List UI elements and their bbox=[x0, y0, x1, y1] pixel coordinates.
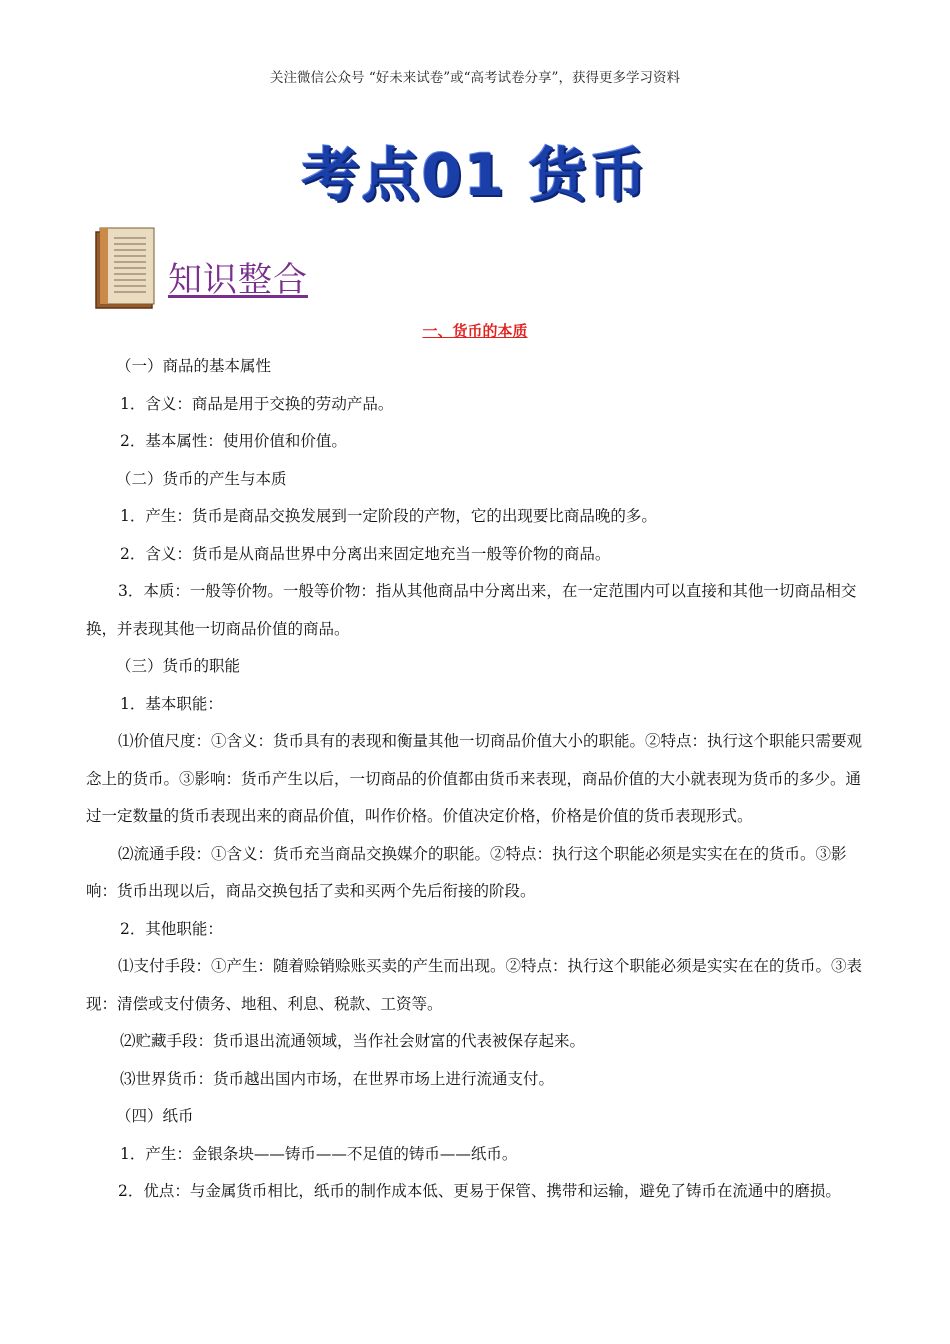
content-body bbox=[86, 348, 872, 1211]
paragraph: 2．优点：与金属货币相比，纸币的制作成本低、更易于保管、携带和运输，避免了铸币在流通中的磨损。 bbox=[118, 1182, 841, 1200]
book-icon bbox=[94, 226, 158, 310]
paragraph: 2．含义：货币是从商品世界中分离出来固定地充当一般等价物的商品。 bbox=[120, 544, 611, 563]
paragraph: 1．产生：货币是商品交换发展到一定阶段的产物，它的出现要比商品晚的多。 bbox=[120, 507, 657, 525]
paragraph: 2．其他职能： bbox=[120, 919, 223, 938]
header-note: 关注微信公众号 “好未来试卷”或“高考试卷分享”，获得更多学习资料 bbox=[270, 70, 680, 86]
paragraph: ⑴价值尺度：①含义：货币具有的表现和衡量其他一切商品价值大小的职能。②特点：执行这个职能只需要观念上的货币。③影响：货币产生以后，一切商品的价值都由货币来表现，商品价值的大小就表现为货币的多少。通过一定数量的货币表现出来的商品价值，叫作价格。价值决定价格，价格是价值的货币表现形式。 bbox=[86, 732, 863, 825]
paragraph: ⑶世界货币：货币越出国内市场，在世界市场上进行流通支付。 bbox=[120, 1069, 555, 1088]
subheading: （四）纸币 bbox=[116, 1107, 194, 1125]
subheading: （二）货币的产生与本质 bbox=[116, 469, 287, 488]
knowledge-banner bbox=[94, 226, 334, 312]
paragraph: ⑵流通手段：①含义：货币充当商品交换媒介的职能。②特点：执行这个职能必须是实实在在的货币。③影响：货币出现以后，商品交换包括了卖和买两个先后衔接的阶段。 bbox=[86, 844, 847, 900]
subheading: （三）货币的职能 bbox=[116, 657, 241, 675]
paragraph: 2．基本属性：使用价值和价值。 bbox=[120, 432, 347, 450]
banner-label: 知识整合 bbox=[168, 260, 308, 300]
paragraph: ⑴支付手段：①产生：随着赊销赊账买卖的产生而出现。②特点：执行这个职能必须是实实在在的货币。③表现：清偿或支付债务、地租、利息、税款、工资等。 bbox=[86, 957, 863, 1013]
section-heading: 一、货币的本质 bbox=[422, 322, 528, 340]
paragraph: 1．含义：商品是用于交换的劳动产品。 bbox=[120, 394, 394, 413]
paragraph: 1．基本职能： bbox=[120, 694, 223, 713]
subheading: （一）商品的基本属性 bbox=[116, 357, 272, 375]
paragraph: ⑵贮藏手段：货币退出流通领域，当作社会财富的代表被保存起来。 bbox=[120, 1032, 586, 1050]
page-title: 考点01 货币 bbox=[301, 141, 649, 209]
paragraph: 1．产生：金银条块——铸币——不足值的铸币——纸币。 bbox=[120, 1144, 518, 1163]
paragraph: 3．本质：一般等价物。一般等价物：指从其他商品中分离出来，在一定范围内可以直接和其他一切商品相交换，并表现其他一切商品价值的商品。 bbox=[86, 582, 857, 638]
